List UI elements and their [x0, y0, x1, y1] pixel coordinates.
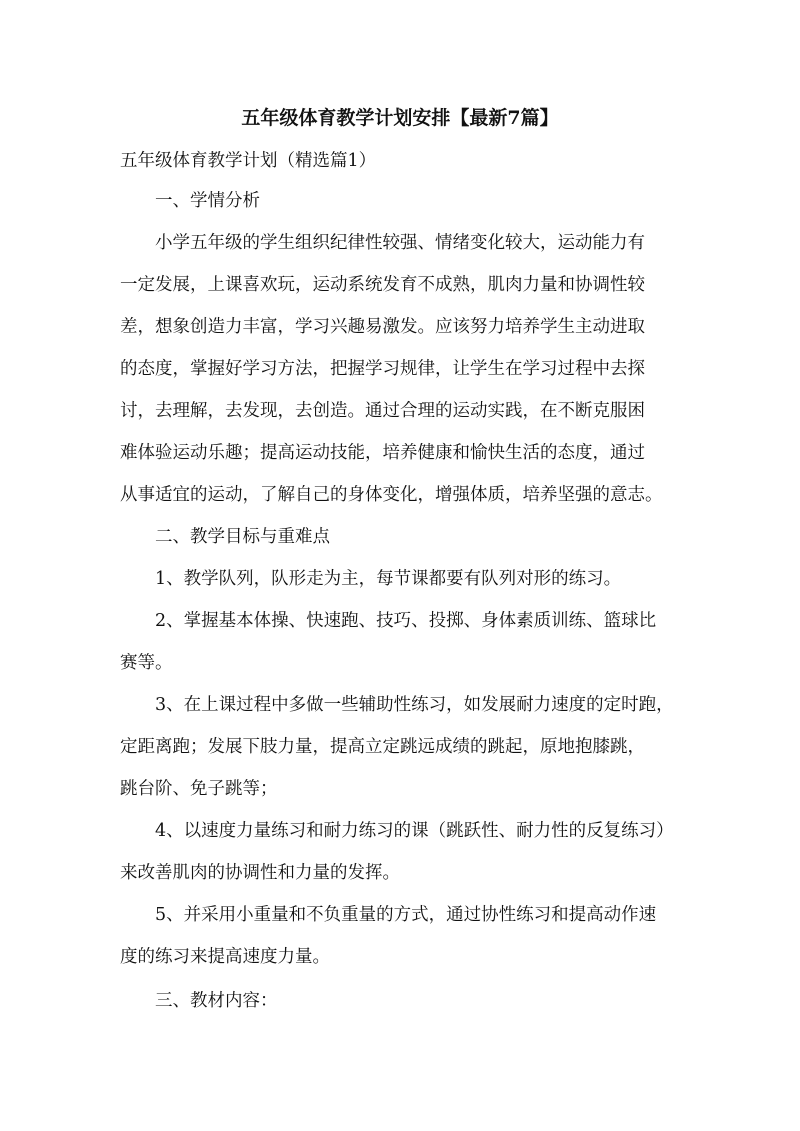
document-title: 五年级体育教学计划安排【最新7篇】 — [241, 107, 559, 129]
section-heading-2: 二、教学目标与重难点 — [155, 527, 330, 547]
list-item-line: 赛等。 — [120, 653, 173, 673]
list-item-line: 5、并采用小重量和不负重量的方式，通过协性练习和提高动作速 — [155, 905, 657, 925]
paragraph-line: 小学五年级的学生组织纪律性较强、情绪变化较大，运动能力有 — [155, 233, 645, 253]
list-item-line: 2、掌握基本体操、快速跑、技巧、投掷、身体素质训练、篮球比 — [155, 611, 657, 631]
paragraph-line: 差，想象创造力丰富，学习兴趣易激发。应该努力培养学生主动进取 — [120, 317, 645, 337]
document-subtitle: 五年级体育教学计划（精选篇1） — [120, 151, 377, 171]
list-item-line: 度的练习来提高速度力量。 — [120, 947, 330, 967]
list-item-line: 定距离跑；发展下肢力量，提高立定跳远成绩的跳起，原地抱膝跳， — [120, 737, 645, 757]
paragraph-line: 一定发展，上课喜欢玩，运动系统发育不成熟，肌肉力量和协调性较 — [120, 275, 645, 295]
list-item-line: 4、以速度力量练习和耐力练习的课（跳跃性、耐力性的反复练习） — [155, 821, 674, 841]
paragraph-line: 从事适宜的运动，了解自己的身体变化，增强体质，培养坚强的意志。 — [120, 485, 663, 505]
paragraph-line: 难体验运动乐趣；提高运动技能，培养健康和愉快生活的态度，通过 — [120, 443, 645, 463]
paragraph-line: 讨，去理解，去发现，去创造。通过合理的运动实践，在不断克服困 — [120, 401, 645, 421]
list-item-line: 3、在上课过程中多做一些辅助性练习，如发展耐力速度的定时跑， — [155, 695, 674, 715]
paragraph-line: 的态度，掌握好学习方法，把握学习规律，让学生在学习过程中去探 — [120, 359, 645, 379]
list-item-line: 来改善肌肉的协调性和力量的发挥。 — [120, 863, 400, 883]
list-item-line: 1、教学队列，队形走为主，每节课都要有队列对形的练习。 — [155, 569, 622, 589]
list-item-line: 跳台阶、免子跳等； — [120, 779, 278, 799]
section-heading-1: 一、学情分析 — [155, 191, 260, 211]
section-heading-3: 三、教材内容： — [155, 991, 278, 1011]
